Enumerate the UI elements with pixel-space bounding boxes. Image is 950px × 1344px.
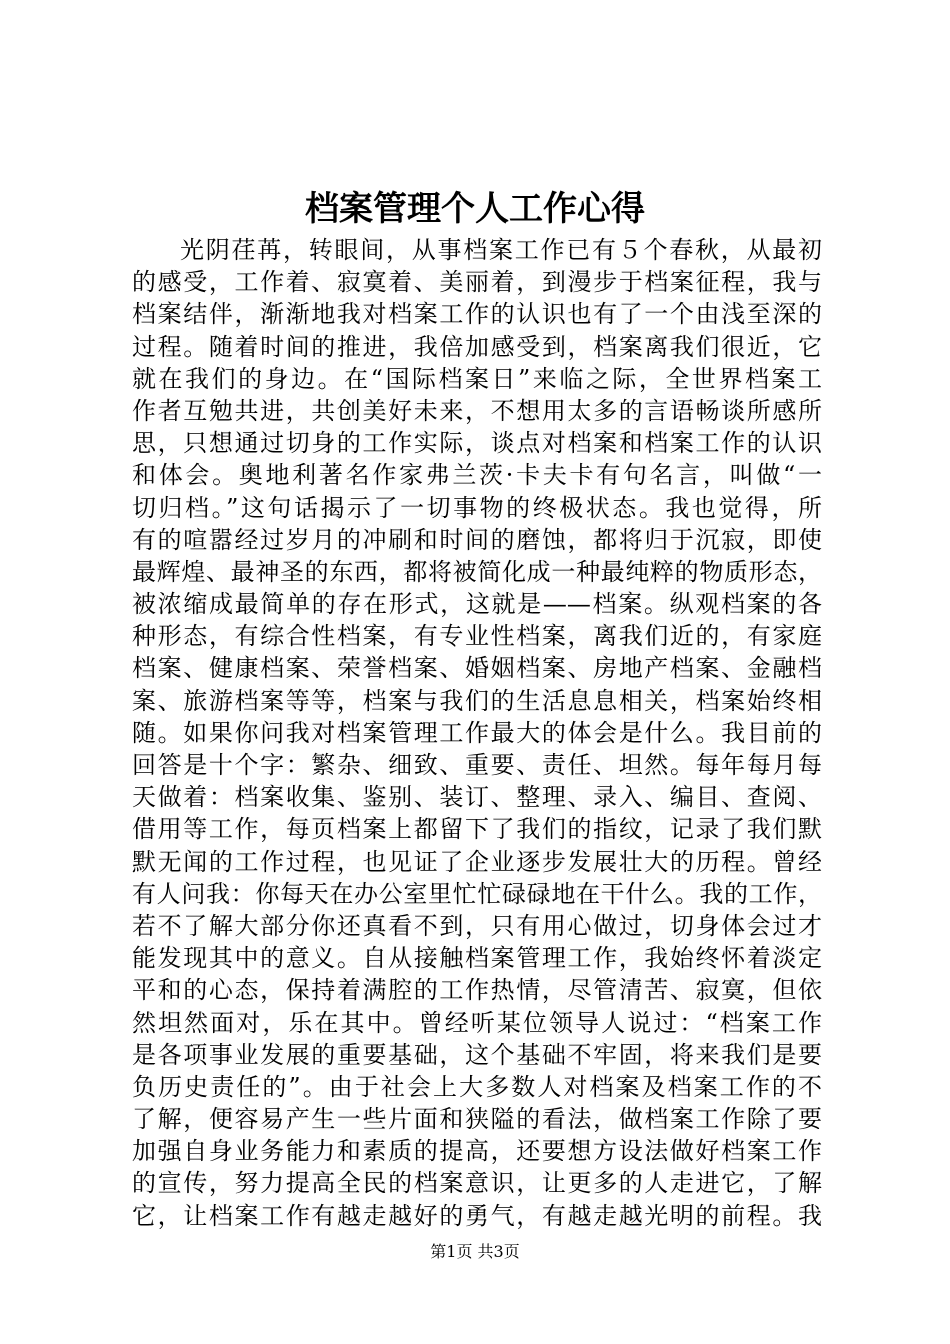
body-line: 就在我们的身边。在“国际档案日”来临之际，全世界档案工 xyxy=(132,364,822,393)
body-line: 思，只想通过切身的工作实际，谈点对档案和档案工作的认识 xyxy=(132,429,822,458)
body-line: 然坦然面对，乐在其中。曾经听某位领导人说过：“档案工作 xyxy=(132,1008,822,1037)
body-line: 若不了解大部分你还真看不到，只有用心做过，切身体会过才 xyxy=(132,911,822,940)
document-body xyxy=(132,234,822,1232)
body-line: 被浓缩成最简单的存在形式，这就是——档案。纵观档案的各 xyxy=(132,590,822,619)
body-line: 种形态，有综合性档案，有专业性档案，离我们近的，有家庭 xyxy=(132,622,822,651)
body-line: 借用等工作，每页档案上都留下了我们的指纹，记录了我们默 xyxy=(132,815,822,844)
body-line: 有人问我：你每天在办公室里忙忙碌碌地在干什么。我的工作， xyxy=(132,879,822,908)
body-line: 档案、健康档案、荣誉档案、婚姻档案、房地产档案、金融档 xyxy=(132,654,822,683)
body-line: 案、旅游档案等等，档案与我们的生活息息相关，档案始终相 xyxy=(132,686,822,715)
body-line: 最辉煌、最神圣的东西，都将被简化成一种最纯粹的物质形态， xyxy=(132,557,822,586)
body-line: 它，让档案工作有越走越好的勇气，有越走越光明的前程。我 xyxy=(132,1201,822,1230)
body-line: 档案结伴，渐渐地我对档案工作的认识也有了一个由浅至深的 xyxy=(132,300,822,329)
body-line: 平和的心态，保持着满腔的工作热情，尽管清苦、寂寞，但依 xyxy=(132,976,822,1005)
body-line: 和体会。奥地利著名作家弗兰茨·卡夫卡有句名言，叫做“一 xyxy=(132,461,822,490)
body-line: 的感受，工作着、寂寞着、美丽着，到漫步于档案征程，我与 xyxy=(132,268,822,297)
body-line: 有的喧嚣经过岁月的冲刷和时间的磨蚀，都将归于沉寂，即使 xyxy=(132,525,822,554)
body-line: 光阴荏苒，转眼间，从事档案工作已有５个春秋，从最初 xyxy=(180,236,822,264)
body-line: 过程。随着时间的推进，我倍加感受到，档案离我们很近，它 xyxy=(132,332,822,361)
body-line: 作者互勉共进，共创美好未来，不想用太多的言语畅谈所感所 xyxy=(132,396,822,425)
body-line: 加强自身业务能力和素质的提高，还要想方设法做好档案工作 xyxy=(132,1137,822,1166)
body-line: 了解，便容易产生一些片面和狭隘的看法，做档案工作除了要 xyxy=(132,1105,822,1134)
document-title: 档案管理个人工作心得 xyxy=(305,189,645,229)
page-footer: 第1页 共3页 xyxy=(430,1242,520,1261)
body-line: 的宣传，努力提高全民的档案意识，让更多的人走进它，了解 xyxy=(132,1169,822,1198)
body-line: 天做着：档案收集、鉴别、装订、整理、录入、编目、查阅、 xyxy=(132,783,822,812)
body-line: 是各项事业发展的重要基础，这个基础不牢固，将来我们是要 xyxy=(132,1040,822,1069)
body-line: 默无闻的工作过程，也见证了企业逐步发展壮大的历程。曾经 xyxy=(132,847,822,876)
body-line: 切归档。”这句话揭示了一切事物的终极状态。我也觉得，所 xyxy=(132,493,822,522)
body-line: 能发现其中的意义。自从接触档案管理工作，我始终怀着淡定 xyxy=(132,944,822,973)
body-line: 回答是十个字：繁杂、细致、重要、责任、坦然。每年每月每 xyxy=(132,751,822,779)
body-line: 随。如果你问我对档案管理工作最大的体会是什么。我目前的 xyxy=(132,718,822,747)
body-line: 负历史责任的”。由于社会上大多数人对档案及档案工作的不 xyxy=(132,1072,822,1101)
